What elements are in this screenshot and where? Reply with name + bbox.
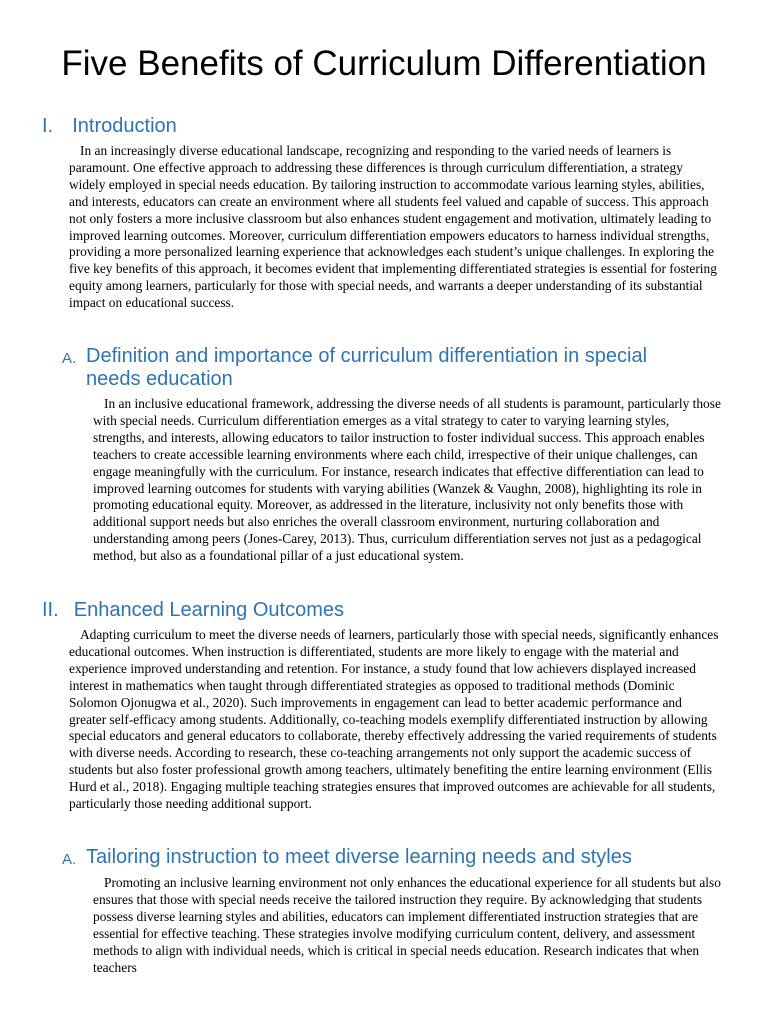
subsection-heading-text: Definition and importance of curriculum differentiation in special needs education (86, 345, 648, 390)
section-number: II. (42, 599, 59, 621)
tailoring-paragraph: Promoting an inclusive learning environment not only enhances the educational experience for all students but also ensures that those with special needs receive the tailored instruction they require. By acknowledging that students possess diverse learning styles and abilities, educators can implement differentiated instruction strategies that are essential for effective teaching. These strategies involve modifying curriculum content, delivery, and assessment methods to align with individual needs, which is critical in special needs education. Research indicates that when teachers (93, 875, 721, 975)
section-heading-text: Introduction (72, 115, 177, 137)
subsection-letter: A. (62, 350, 77, 367)
section-heading-introduction (42, 114, 177, 138)
introduction-paragraph: In an increasingly diverse educational landscape, recognizing and responding to the varied needs of learners is paramount. One effective approach to addressing these differences is through curriculum differentiation, a strategy widely employed in special needs education. By tailoring instruction to accommodate various learning styles, abilities, and interests, educators can create an environment where all students feel valued and capable of success. This approach not only fosters a more inclusive classroom but also enhances student engagement and motivation, ultimately leading to improved learning outcomes. Moreover, curriculum differentiation empowers educators to harness individual strengths, providing a more personalized learning experience that acknowledges each student’s unique challenges. In exploring the five key benefits of this approach, it becomes evident that implementing differentiated strategies is essential for fostering equity among learners, particularly for those with special needs, and warrants a deeper understanding of its substantial impact on educational success. (69, 143, 717, 311)
subsection-heading-text: Tailoring instruction to meet diverse learning needs and styles (86, 846, 632, 868)
enhanced-learning-paragraph: Adapting curriculum to meet the diverse needs of learners, particularly those with special needs, significantly enhances educational outcomes. When instruction is differentiated, students are more likely to engage with the material and experience improved understanding and retention. For instance, a study found that low achievers displayed increased interest in mathematics when taught through differentiated strategies as opposed to traditional methods (Dominic Solomon Ojonugwa et al., 2020). Such improvements in engagement can lead to better academic performance and greater self-efficacy among students. Additionally, co-teaching models exemplify differentiated instruction by allowing special educators and general educators to collaborate, thereby effectively addressing the varied requirements of students with diverse needs. According to research, these co-teaching arrangements not only support the academic success of students but also foster professional growth among teachers, ultimately benefiting the entire learning environment (Ellis Hurd et al., 2018). Engaging multiple teaching strategies ensures that improved outcomes are achievable for all students, particularly those needing additional support. (69, 627, 719, 812)
definition-paragraph: In an inclusive educational framework, addressing the diverse needs of all students is paramount, particularly those with special needs. Curriculum differentiation emerges as a vital strategy to cater to varying learning styles, strengths, and interests, allowing educators to tailor instruction to foster individual success. This approach enables teachers to create accessible learning environments where each child, irrespective of their unique challenges, can engage meaningfully with the curriculum. For instance, research indicates that effective differentiation can lead to improved learning outcomes for students with varying abilities (Wanzek & Vaughn, 2008), highlighting its role in promoting educational equity. Moreover, as addressed in the literature, inclusivity not only benefits those with additional support needs but also enriches the overall classroom environment, nurturing collaboration and understanding among peers (Jones-Carey, 2013). Thus, curriculum differentiation serves not just as a pedagogical method, but also as a foundational pillar of a just educational system. (93, 396, 721, 564)
section-heading-enhanced-learning (42, 598, 344, 622)
document-title: Five Benefits of Curriculum Differentiation (61, 44, 707, 83)
subsection-heading-tailoring (62, 846, 742, 869)
section-heading-text: Enhanced Learning Outcomes (73, 599, 344, 621)
subsection-heading-definition (62, 345, 682, 391)
subsection-letter: A. (62, 851, 77, 868)
section-number: I. (42, 115, 54, 137)
